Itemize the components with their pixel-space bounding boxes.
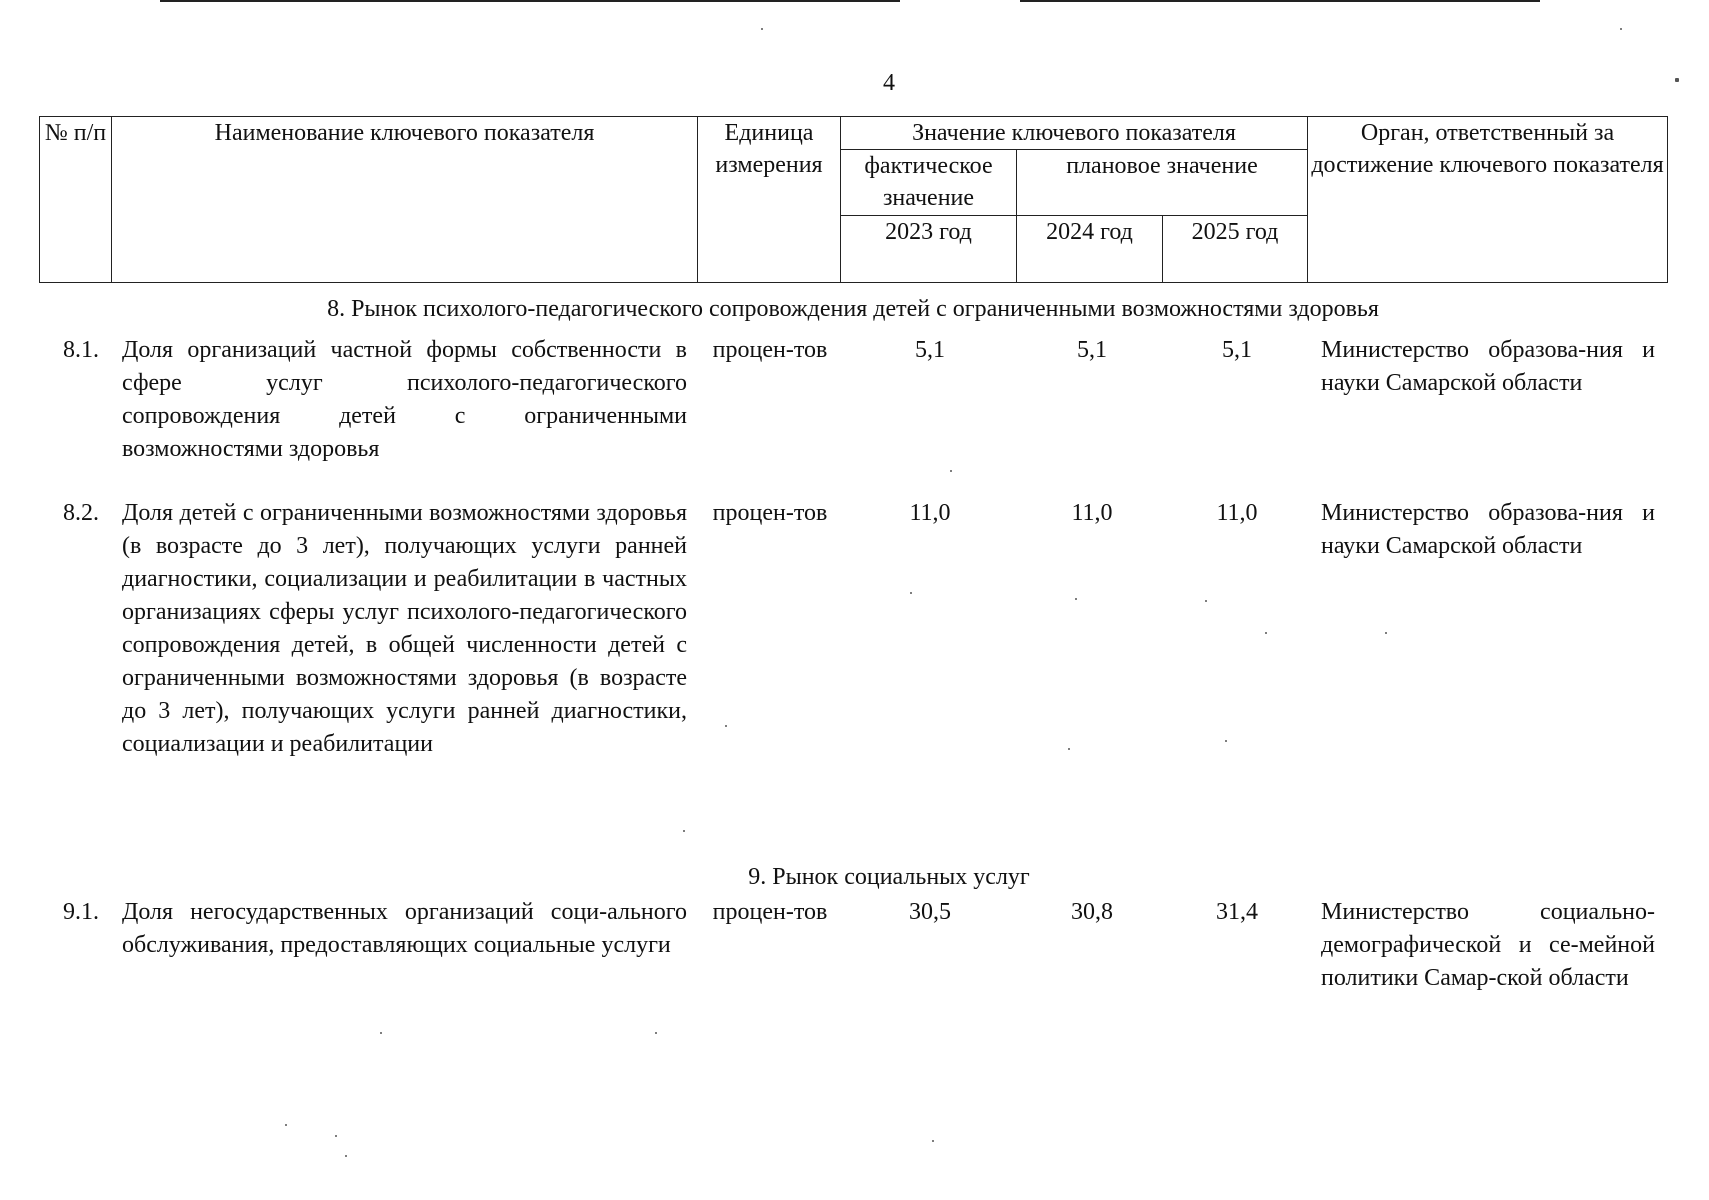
scan-speck bbox=[1225, 740, 1227, 742]
row-num: 9.1. bbox=[63, 899, 99, 925]
scan-speck bbox=[725, 725, 727, 727]
row-value-2023: 30,5 bbox=[909, 899, 951, 925]
row-value-2025: 5,1 bbox=[1222, 337, 1252, 363]
row-unit-text: процен-тов bbox=[712, 337, 828, 363]
scan-speck bbox=[1620, 28, 1622, 30]
header-planned: плановое значение bbox=[1017, 150, 1308, 216]
row-value-2025: 31,4 bbox=[1216, 899, 1258, 925]
row-value-2024: 5,1 bbox=[1077, 337, 1107, 363]
header-year-2024: 2024 год bbox=[1017, 216, 1163, 283]
row-responsible-body: Министерство образова-ния и науки Самарской области bbox=[1321, 500, 1655, 559]
scan-speck bbox=[655, 1032, 657, 1034]
row-unit-text: процен-тов bbox=[712, 500, 828, 526]
row-value-2023: 11,0 bbox=[909, 500, 951, 526]
row-responsible-body: Министерство образова-ния и науки Самарской области bbox=[1321, 337, 1655, 396]
scan-speck bbox=[761, 28, 763, 30]
row-name: Доля детей с ограниченными возможностями здоровья (в возрасте до 3 лет), получающих услуги ранней диагностики, социализации и реабилитации в частных организациях сферы услуг психолого-педагогического сопровождения детей, в общей численности детей с ограниченными возможностями здоровья (в возрасте до 3 лет), получающих услуги ранней диагностики, социализации и реабилитации bbox=[122, 500, 687, 757]
header-value-group: Значение ключевого показателя bbox=[841, 117, 1308, 150]
scan-speck bbox=[950, 470, 952, 472]
row-value-2023: 5,1 bbox=[915, 337, 945, 363]
scan-speck bbox=[1675, 78, 1679, 82]
scan-speck bbox=[335, 1135, 337, 1137]
scan-speck bbox=[1205, 600, 1207, 602]
header-body: Орган, ответственный за достижение ключевого показателя bbox=[1308, 117, 1668, 283]
row-unit bbox=[710, 497, 830, 530]
row-value-2025: 11,0 bbox=[1216, 500, 1258, 526]
row-unit bbox=[710, 896, 830, 929]
header-actual: фактическое значение bbox=[841, 150, 1017, 216]
scan-speck bbox=[285, 1124, 287, 1126]
scan-speck bbox=[380, 1032, 382, 1034]
header-num: № п/п bbox=[40, 117, 112, 283]
scan-speck bbox=[345, 1155, 347, 1157]
scan-speck bbox=[1075, 598, 1077, 600]
row-num: 8.1. bbox=[63, 337, 99, 363]
row-value-2024: 11,0 bbox=[1071, 500, 1113, 526]
scan-speck bbox=[1385, 632, 1387, 634]
row-value-2024: 30,8 bbox=[1071, 899, 1113, 925]
row-name: Доля организаций частной формы собственности в сфере услуг психолого-педагогического сопровождения детей с ограниченными возможностями здоровья bbox=[122, 337, 687, 462]
scan-speck bbox=[910, 592, 912, 594]
section-title: 9. Рынок социальных услуг bbox=[748, 864, 1030, 890]
scan-speck bbox=[932, 1140, 934, 1142]
row-unit bbox=[710, 334, 830, 367]
table-header bbox=[39, 116, 1668, 283]
header-year-2023: 2023 год bbox=[841, 216, 1017, 283]
page-number: 4 bbox=[883, 70, 895, 96]
header-year-2025: 2025 год bbox=[1163, 216, 1308, 283]
scan-speck bbox=[1265, 632, 1267, 634]
row-name: Доля негосударственных организаций соци-ального обслуживания, предоставляющих социальные услуги bbox=[122, 899, 687, 958]
section-title: 8. Рынок психолого-педагогического сопровождения детей с ограниченными возможностями здоровья bbox=[327, 296, 1379, 322]
row-unit-text: процен-тов bbox=[712, 899, 828, 925]
row-responsible-body: Министерство социально-демографической и се-мейной политики Самар-ской области bbox=[1321, 899, 1655, 991]
scan-edge-line bbox=[160, 0, 900, 2]
scan-speck bbox=[1068, 748, 1070, 750]
row-num: 8.2. bbox=[63, 500, 99, 526]
header-unit: Единица измерения bbox=[698, 117, 841, 283]
header-name: Наименование ключевого показателя bbox=[112, 117, 698, 283]
scan-speck bbox=[683, 830, 685, 832]
scan-edge-line bbox=[1020, 0, 1540, 2]
